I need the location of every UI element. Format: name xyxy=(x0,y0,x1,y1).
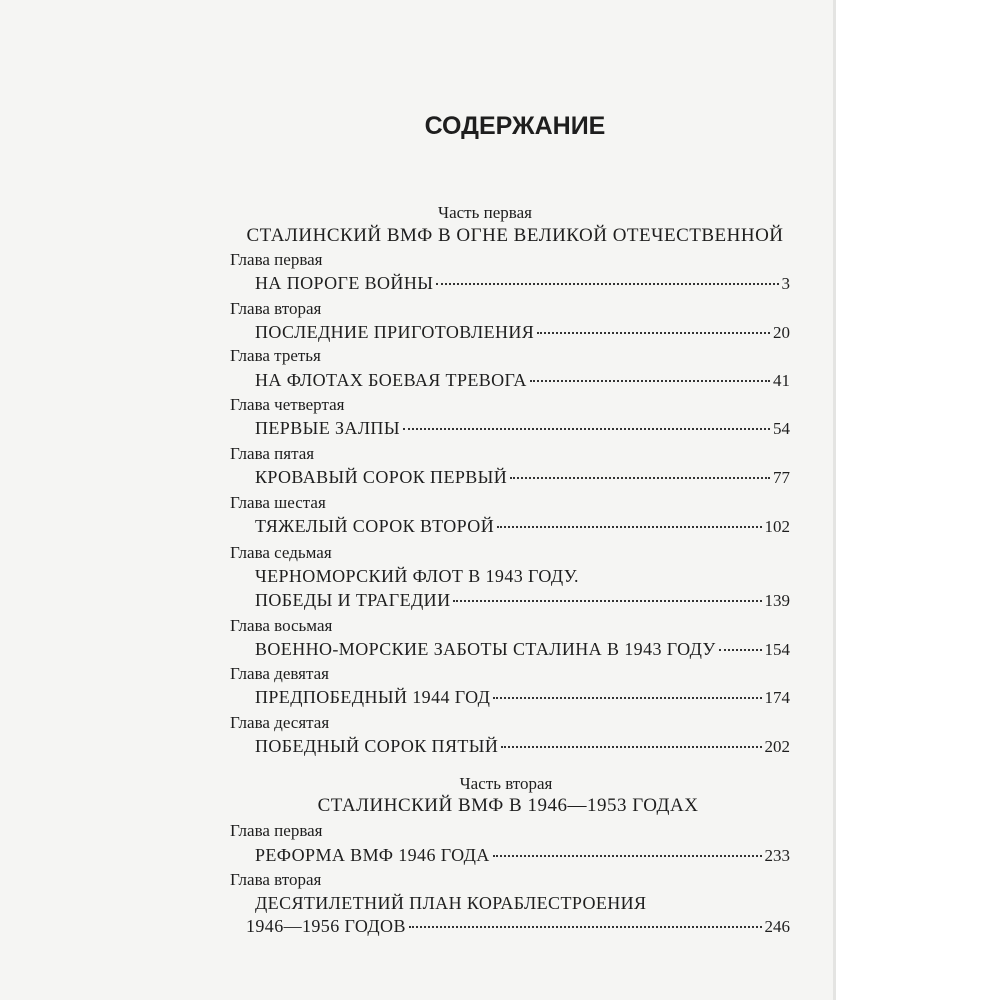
chapter-title: ПОБЕДЫ И ТРАГЕДИИ xyxy=(255,590,451,610)
chapter-title: ПОСЛЕДНИЕ ПРИГОТОВЛЕНИЯ xyxy=(255,322,535,342)
chapter-title-line xyxy=(255,566,579,587)
dot-leader xyxy=(493,855,762,857)
chapter-label: Глава первая xyxy=(230,821,323,840)
chapter-title: ТЯЖЕЛЫЙ СОРОК ВТОРОЙ xyxy=(255,516,495,536)
dot-leader xyxy=(436,283,778,285)
chapter-title: РЕФОРМА ВМФ 1946 ГОДА xyxy=(255,845,490,865)
dot-leader xyxy=(501,746,761,748)
chapter-title-line xyxy=(255,893,646,914)
chapter-label: Глава шестая xyxy=(230,493,326,512)
page-number: 202 xyxy=(764,737,790,756)
page-number: 233 xyxy=(764,846,790,865)
dot-leader xyxy=(493,697,761,699)
dot-leader xyxy=(409,926,762,928)
chapter-entry[interactable] xyxy=(255,322,790,343)
chapter-label: Глава седьмая xyxy=(230,543,332,562)
chapter-title: ЧЕРНОМОРСКИЙ ФЛОТ В 1943 ГОДУ. xyxy=(255,566,579,586)
dot-leader xyxy=(719,649,762,651)
chapter-title: ДЕСЯТИЛЕТНИЙ ПЛАН КОРАБЛЕСТРОЕНИЯ xyxy=(255,893,647,913)
page-number: 139 xyxy=(764,591,790,610)
chapter-label: Глава десятая xyxy=(230,713,330,732)
chapter-label: Глава первая xyxy=(230,250,323,269)
part-1-title: СТАЛИНСКИЙ ВМФ В ОГНЕ ВЕЛИКОЙ ОТЕЧЕСТВЕННОЙ xyxy=(246,225,784,246)
chapter-entry[interactable] xyxy=(255,845,790,866)
dot-leader xyxy=(537,332,770,334)
chapter-label: Глава вторая xyxy=(230,299,322,318)
chapter-title: ПЕРВЫЕ ЗАЛПЫ xyxy=(255,418,400,438)
page-number: 20 xyxy=(773,323,790,342)
part-2-label: Часть вторая xyxy=(459,774,553,793)
part-1-label: Часть первая xyxy=(438,203,532,222)
chapter-label: Глава четвертая xyxy=(230,395,345,414)
page-number: 154 xyxy=(764,640,790,659)
part-2-title: СТАЛИНСКИЙ ВМФ В 1946—1953 ГОДАХ xyxy=(317,795,699,816)
chapter-title: НА ПОРОГЕ ВОЙНЫ xyxy=(255,273,434,293)
chapter-label: Глава третья xyxy=(230,346,321,365)
page-number: 246 xyxy=(764,917,790,936)
chapter-label: Глава девятая xyxy=(230,664,329,683)
dot-leader xyxy=(497,526,761,528)
page-edge xyxy=(833,0,836,1000)
dot-leader xyxy=(510,477,770,479)
chapter-entry[interactable] xyxy=(255,687,790,708)
chapter-title: ПРЕДПОБЕДНЫЙ 1944 ГОД xyxy=(255,687,491,707)
chapter-title: ПОБЕДНЫЙ СОРОК ПЯТЫЙ xyxy=(255,736,499,756)
toc-title: СОДЕРЖАНИЕ xyxy=(424,112,606,140)
chapter-entry[interactable] xyxy=(255,590,790,611)
page-number: 77 xyxy=(773,468,790,487)
chapter-entry[interactable] xyxy=(255,736,790,757)
chapter-label: Глава пятая xyxy=(230,444,315,463)
chapter-title: НА ФЛОТАХ БОЕВАЯ ТРЕВОГА xyxy=(255,370,527,390)
dot-leader xyxy=(530,380,770,382)
chapter-entry[interactable] xyxy=(246,916,790,937)
page-number: 41 xyxy=(773,371,790,390)
chapter-label: Глава вторая xyxy=(230,870,322,889)
chapter-title: ВОЕННО-МОРСКИЕ ЗАБОТЫ СТАЛИНА В 1943 ГОДУ xyxy=(255,639,716,659)
chapter-entry[interactable] xyxy=(255,370,790,391)
page-number: 174 xyxy=(764,688,790,707)
chapter-title: КРОВАВЫЙ СОРОК ПЕРВЫЙ xyxy=(255,467,508,487)
chapter-entry[interactable] xyxy=(255,418,790,439)
chapter-entry[interactable] xyxy=(255,516,790,537)
dot-leader xyxy=(453,600,761,602)
dot-leader xyxy=(403,428,770,430)
chapter-entry[interactable] xyxy=(255,273,790,294)
chapter-entry[interactable] xyxy=(255,639,790,660)
page-number: 102 xyxy=(764,517,790,536)
page-number: 3 xyxy=(781,274,790,293)
chapter-title: 1946—1956 ГОДОВ xyxy=(246,916,406,936)
chapter-entry[interactable] xyxy=(255,467,790,488)
chapter-label: Глава восьмая xyxy=(230,616,333,635)
page-number: 54 xyxy=(773,419,790,438)
